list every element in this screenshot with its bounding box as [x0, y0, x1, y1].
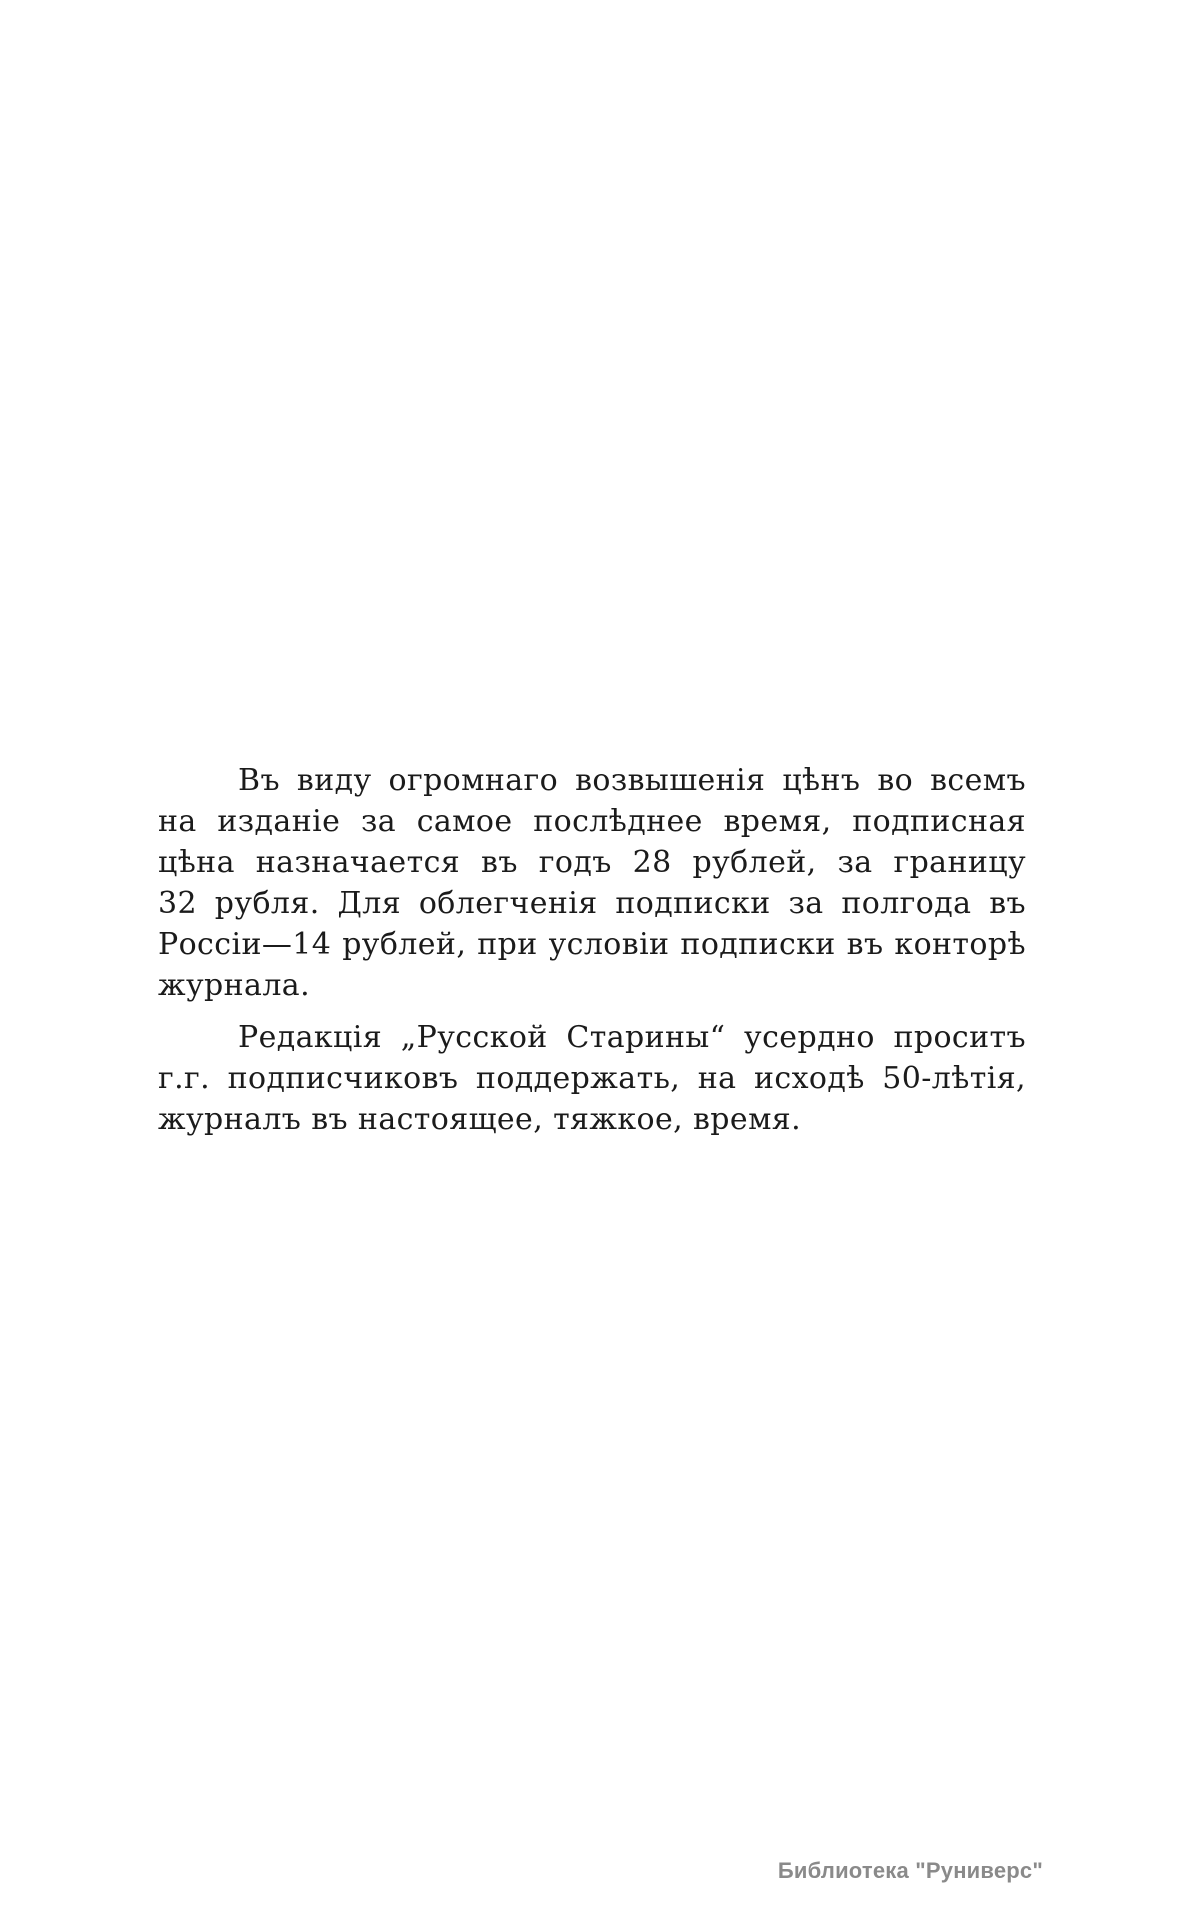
text-line: Въ виду огромнаго возвышенія цѣнъ во всемъ	[238, 763, 1026, 798]
runivers-library-watermark: Библиотека "Руниверс"	[777, 1858, 1043, 1883]
text-line: цѣна назначается въ годъ 28 рублей, за границу	[158, 845, 1026, 880]
subscription-announcement	[158, 760, 1026, 1140]
paragraph-editorial-appeal	[158, 1017, 1026, 1140]
text-line: на изданіе за самое послѣднее время, подписная	[158, 804, 1026, 839]
text-line: Россіи—14 рублей, при условіи подписки въ конторѣ	[158, 927, 1026, 962]
paragraph-subscription-price	[158, 760, 1026, 1006]
text-line: г.г. подписчиковъ поддержать, на исходѣ 50-лѣтія,	[158, 1061, 1026, 1096]
text-line: журналъ въ настоящее, тяжкое, время.	[158, 1102, 802, 1137]
text-line: Редакція „Русской Старины“ усердно проситъ	[238, 1020, 1026, 1055]
text-line: 32 рубля. Для облегченія подписки за полгода въ	[158, 886, 1026, 921]
text-line: журнала.	[158, 968, 311, 1003]
